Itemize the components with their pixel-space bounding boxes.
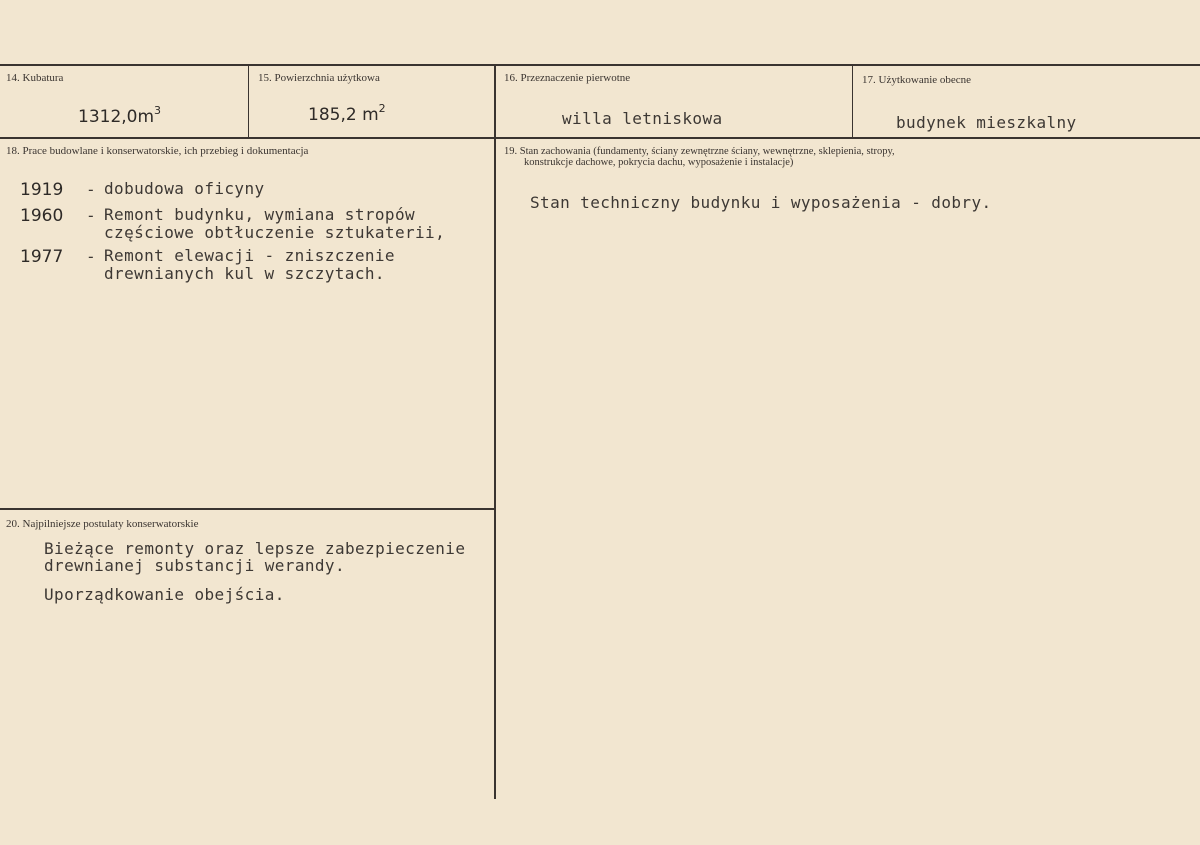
works-entry-line: częściowe obtłuczenie sztukaterii,: [104, 223, 446, 242]
field-15-number: 185,2 m: [308, 105, 379, 125]
field-19-value: Stan techniczny budynku i wyposażenia - dobry.: [530, 193, 992, 212]
works-entry-desc: [104, 180, 265, 198]
works-entry-desc: [104, 206, 445, 242]
works-entry-dash: -: [86, 180, 97, 199]
field-15-unit-exponent: 2: [378, 102, 386, 115]
works-entry-dash: -: [86, 206, 97, 225]
rule-top: [0, 64, 1200, 66]
works-entry-line: drewnianych kul w szczytach.: [104, 264, 385, 283]
works-entry-year: 1977: [20, 247, 64, 267]
rule-v3: [852, 64, 853, 139]
field-14-label: 14. Kubatura: [6, 72, 64, 84]
field-16-label: 16. Przeznaczenie pierwotne: [504, 72, 631, 84]
rule-v2: [494, 64, 496, 799]
field-15-label: 15. Powierzchnia użytkowa: [258, 72, 380, 84]
field-20-label: 20. Najpilniejsze postulaty konserwatorskie: [6, 518, 199, 530]
field-17-value: budynek mieszkalny: [896, 113, 1077, 132]
field-20-value: [44, 540, 465, 603]
works-entry-line: Remont elewacji - zniszczenie: [104, 246, 395, 265]
field-20-line: drewnianej substancji werandy.: [44, 556, 345, 575]
field-20-line: Bieżące remonty oraz lepsze zabezpieczenie: [44, 539, 466, 558]
field-16-value: willa letniskowa: [562, 109, 723, 128]
rule-v1: [248, 64, 249, 139]
works-entry-year: 1919: [20, 180, 64, 200]
field-19-label: [504, 146, 895, 168]
field-19-label-line1: 19. Stan zachowania (fundamenty, ściany zewnętrzne ściany, wewnętrzne, sklepienia, stropy,: [504, 146, 895, 157]
field-15-value: [308, 102, 386, 125]
field-18-label: 18. Prace budowlane i konserwatorskie, ich przebieg i dokumentacja: [6, 145, 309, 157]
works-entry-desc: [104, 247, 395, 283]
field-14-value: [78, 104, 161, 127]
field-14-unit-exponent: 3: [154, 104, 162, 117]
works-entry-line: Remont budynku, wymiana stropów: [104, 205, 416, 224]
works-entry-dash: -: [86, 247, 97, 266]
field-17-label: 17. Użytkowanie obecne: [862, 74, 972, 86]
field-20-line: Uporządkowanie obejścia.: [44, 585, 285, 604]
rule-left-mid: [0, 508, 496, 510]
works-entry-year: 1960: [20, 206, 64, 226]
field-19-label-line2: konstrukcje dachowe, pokrycia dachu, wyposażenie i instalacje): [524, 157, 794, 168]
field-14-number: 1312,0m: [78, 107, 155, 127]
works-entry-line: dobudowa oficyny: [104, 179, 265, 198]
rule-row1-bottom: [0, 137, 1200, 139]
